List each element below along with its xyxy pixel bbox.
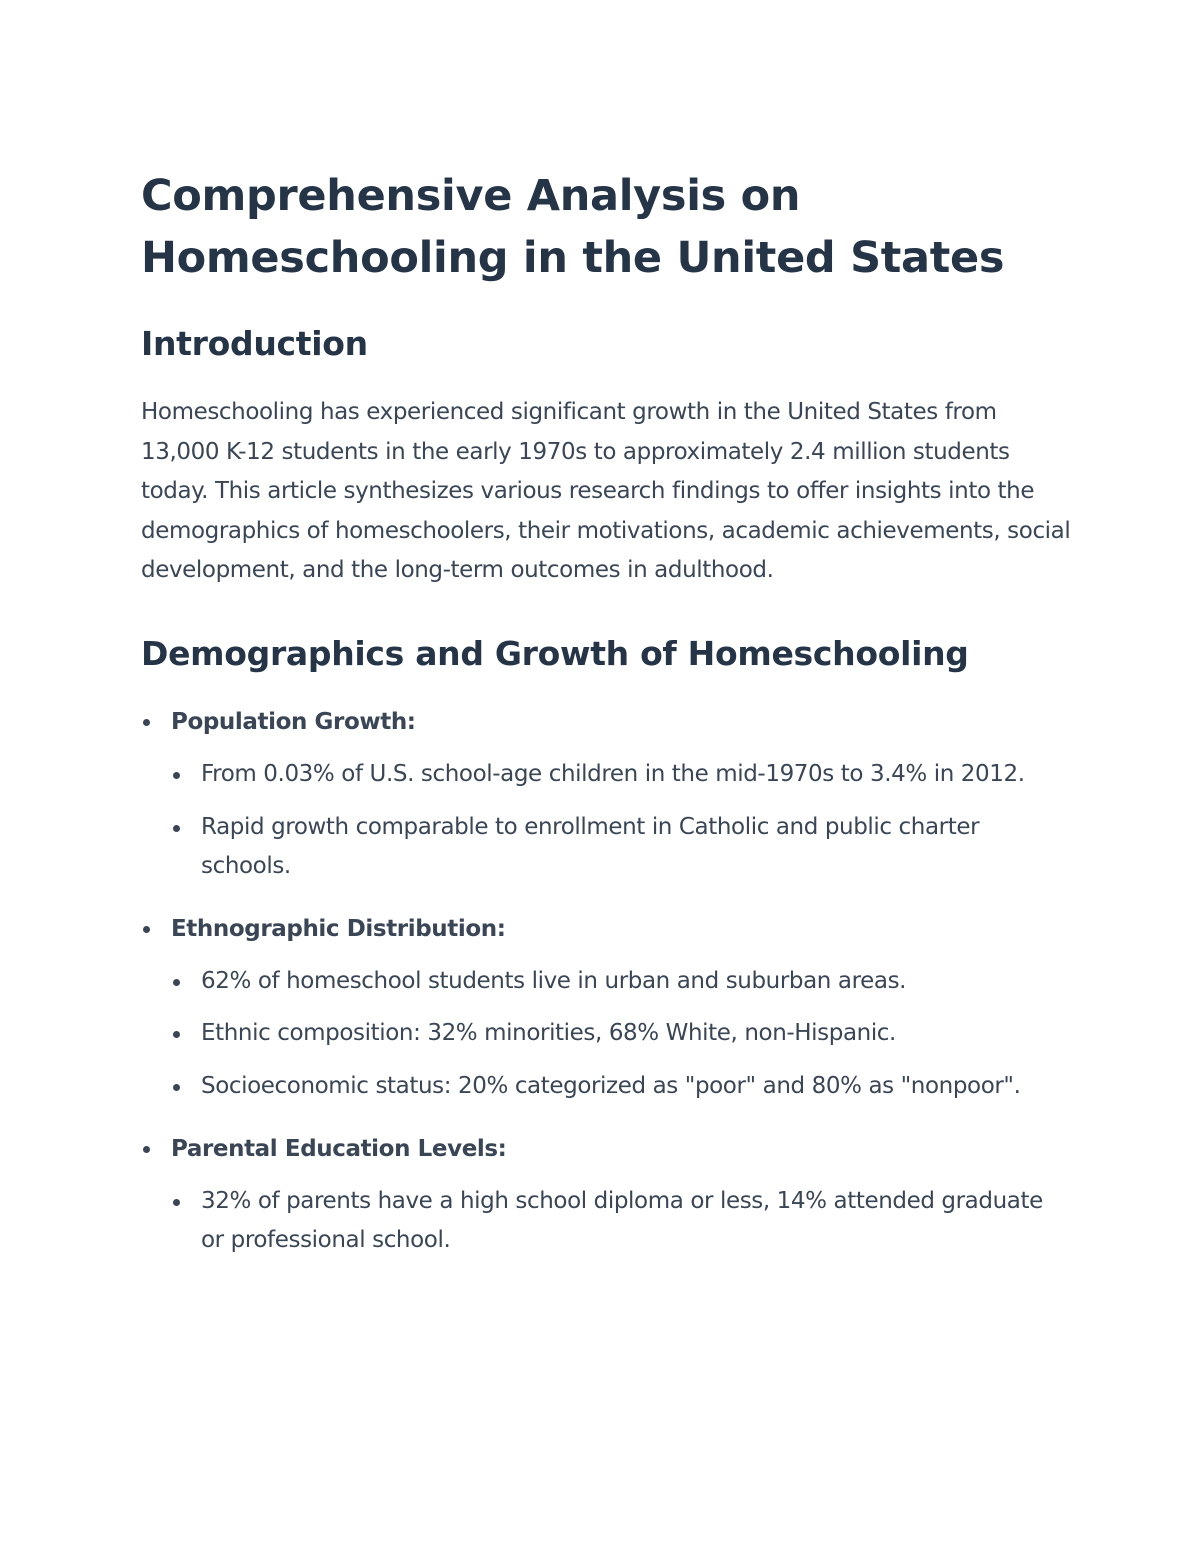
list-item-text: From 0.03% of U.S. school-age children in the mid-1970s to 3.4% in 2012.: [201, 760, 1025, 787]
bullet-icon: [143, 1146, 150, 1153]
list-item-text: 32% of parents have a high school diploma or less, 14% attended graduate or professional school.: [201, 1187, 1043, 1254]
list-item-text: Ethnic composition: 32% minorities, 68% White, non-Hispanic.: [201, 1020, 896, 1047]
bullet-icon: [173, 1084, 180, 1091]
group-label: Ethnographic Distribution:: [171, 915, 506, 942]
document-page: [141, 165, 1071, 1283]
sub-list: [171, 962, 1071, 1107]
document-title: Comprehensive Analysis on Homeschooling in the United States: [141, 171, 1005, 283]
list-item: [171, 1014, 1071, 1054]
bullet-icon: [143, 719, 150, 726]
list-item-text: 62% of homeschool students live in urban and suburban areas.: [201, 967, 907, 994]
bullet-icon: [173, 825, 180, 832]
list-item-text: Socioeconomic status: 20% categorized as "poor" and 80% as "nonpoor".: [201, 1072, 1021, 1099]
list-item-text: Rapid growth comparable to enrollment in Catholic and public charter schools.: [201, 813, 980, 880]
list-item: [171, 1182, 1071, 1261]
group-label: Population Growth:: [171, 708, 416, 735]
list-item-population-growth: [141, 702, 1071, 887]
sub-list: [171, 755, 1071, 887]
demographics-list: [141, 702, 1071, 1261]
bullet-icon: [143, 926, 150, 933]
demographics-heading: Demographics and Growth of Homeschooling: [141, 633, 969, 673]
bullet-icon: [173, 1031, 180, 1038]
list-item: [171, 1067, 1071, 1107]
bullet-icon: [173, 1199, 180, 1206]
list-item: [171, 755, 1071, 795]
list-item-parental-education: [141, 1129, 1071, 1261]
group-label: Parental Education Levels:: [171, 1135, 507, 1162]
list-item: [171, 808, 1071, 887]
introduction-paragraph: Homeschooling has experienced significant growth in the United States from 13,000 K-12 students in the early 1970s to approximately 2.4 million students today. This article synthesizes various research findings to offer insights into the demographics of homeschoolers, their motivations, academic achievements, social development, and the long-term outcomes in adulthood.: [141, 399, 1071, 584]
list-item: [171, 962, 1071, 1002]
introduction-heading: Introduction: [141, 324, 368, 363]
list-item-ethnographic-distribution: [141, 909, 1071, 1107]
bullet-icon: [173, 979, 180, 986]
bullet-icon: [173, 772, 180, 779]
sub-list: [171, 1182, 1071, 1261]
